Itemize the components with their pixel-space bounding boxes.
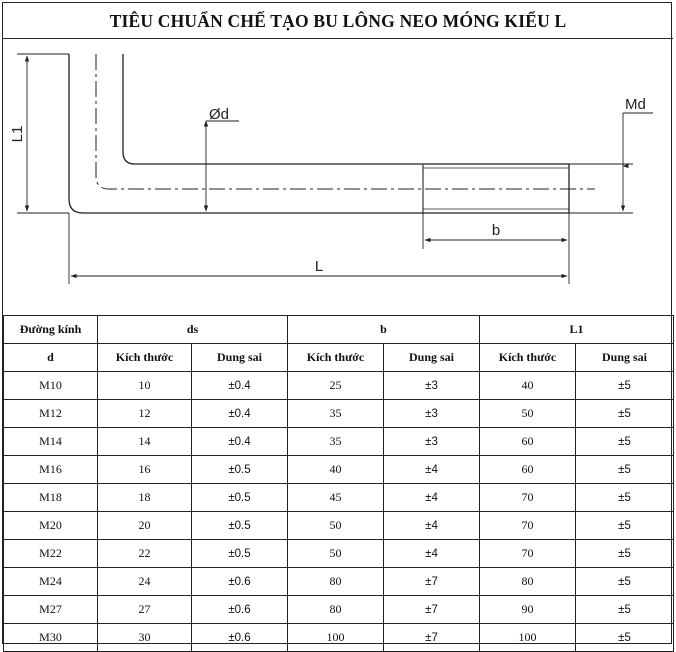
centerlines [96,54,595,189]
cell-ds-tol: ±0.6 [192,624,288,652]
cell-L1-tol: ±5 [576,484,674,512]
subheader-b-size: Kích thước [288,344,384,372]
cell-ds-tol: ±0.4 [192,400,288,428]
cell-L1-tol: ±5 [576,540,674,568]
document-frame [2,2,672,644]
cell-L1: 40 [480,372,576,400]
cell-b: 80 [288,596,384,624]
cell-ds-tol: ±0.5 [192,456,288,484]
dimension-d [206,121,239,211]
cell-L1: 70 [480,512,576,540]
cell-ds: 20 [98,512,192,540]
header-ds: ds [98,316,288,344]
cell-b: 25 [288,372,384,400]
cell-ds-tol: ±0.5 [192,512,288,540]
cell-ds: 30 [98,624,192,652]
cell-b-tol: ±4 [384,512,480,540]
cell-d: M20 [4,512,98,540]
cell-L1: 80 [480,568,576,596]
table-row [4,400,674,428]
cell-ds: 22 [98,540,192,568]
cell-ds-tol: ±0.5 [192,540,288,568]
table-body [4,372,674,652]
header-L1: L1 [480,316,674,344]
header-diameter: Đường kính [4,316,98,344]
cell-b-tol: ±4 [384,540,480,568]
cell-L1: 100 [480,624,576,652]
cell-b: 35 [288,428,384,456]
subheader-ds-tol: Dung sai [192,344,288,372]
table-row [4,484,674,512]
cell-d: M12 [4,400,98,428]
cell-d: M27 [4,596,98,624]
cell-L1-tol: ±5 [576,400,674,428]
table-row [4,456,674,484]
cell-d: M18 [4,484,98,512]
cell-b: 50 [288,540,384,568]
cell-ds: 14 [98,428,192,456]
cell-L1: 50 [480,400,576,428]
label-L: L [314,258,324,275]
cell-d: M30 [4,624,98,652]
cell-ds: 12 [98,400,192,428]
table-row [4,596,674,624]
cell-ds-tol: ±0.4 [192,428,288,456]
cell-b: 40 [288,456,384,484]
cell-b: 35 [288,400,384,428]
cell-L1: 60 [480,456,576,484]
table-sub-header-row [4,344,674,372]
cell-L1-tol: ±5 [576,372,674,400]
cell-L1: 90 [480,596,576,624]
table-row [4,540,674,568]
cell-d: M22 [4,540,98,568]
cell-b-tol: ±3 [384,428,480,456]
page-title: TIÊU CHUẨN CHẾ TẠO BU LÔNG NEO MÓNG KIỂU L [3,3,673,39]
cell-L1: 60 [480,428,576,456]
cell-b: 45 [288,484,384,512]
cell-b: 50 [288,512,384,540]
label-d: Ød [209,106,230,123]
table-group-header-row [4,316,674,344]
bolt-diagram-svg [3,39,673,316]
subheader-L1-tol: Dung sai [576,344,674,372]
cell-b-tol: ±7 [384,568,480,596]
cell-L1-tol: ±5 [576,428,674,456]
cell-b-tol: ±4 [384,456,480,484]
cell-ds: 18 [98,484,192,512]
cell-ds-tol: ±0.5 [192,484,288,512]
cell-d: M24 [4,568,98,596]
cell-L1: 70 [480,540,576,568]
cell-ds-tol: ±0.6 [192,568,288,596]
subheader-d: d [4,344,98,372]
cell-b-tol: ±4 [384,484,480,512]
bolt-inner-edge [123,54,569,164]
dimension-Md [569,113,653,213]
table-row [4,372,674,400]
subheader-L1-size: Kích thước [480,344,576,372]
cell-L1-tol: ±5 [576,568,674,596]
cell-L1-tol: ±5 [576,624,674,652]
cell-d: M14 [4,428,98,456]
anchor-bolt-drawing [3,39,673,316]
cell-ds-tol: ±0.6 [192,596,288,624]
cell-L1: 70 [480,484,576,512]
label-Md: Md [625,96,646,113]
label-b: b [491,222,501,239]
cell-ds: 10 [98,372,192,400]
cell-b-tol: ±3 [384,400,480,428]
cell-L1-tol: ±5 [576,512,674,540]
cell-b: 100 [288,624,384,652]
table-row [4,624,674,652]
subheader-ds-size: Kích thước [98,344,192,372]
cell-ds: 16 [98,456,192,484]
header-b: b [288,316,480,344]
table-row [4,568,674,596]
cell-ds-tol: ±0.4 [192,372,288,400]
cell-b-tol: ±7 [384,596,480,624]
cell-L1-tol: ±5 [576,596,674,624]
cell-ds: 27 [98,596,192,624]
cell-b-tol: ±3 [384,372,480,400]
table-row [4,428,674,456]
cell-b-tol: ±7 [384,624,480,652]
cell-L1-tol: ±5 [576,456,674,484]
cell-ds: 24 [98,568,192,596]
cell-d: M16 [4,456,98,484]
spec-table [3,315,674,652]
subheader-b-tol: Dung sai [384,344,480,372]
label-L1: L1 [9,125,26,143]
cell-d: M10 [4,372,98,400]
cell-b: 80 [288,568,384,596]
table-row [4,512,674,540]
